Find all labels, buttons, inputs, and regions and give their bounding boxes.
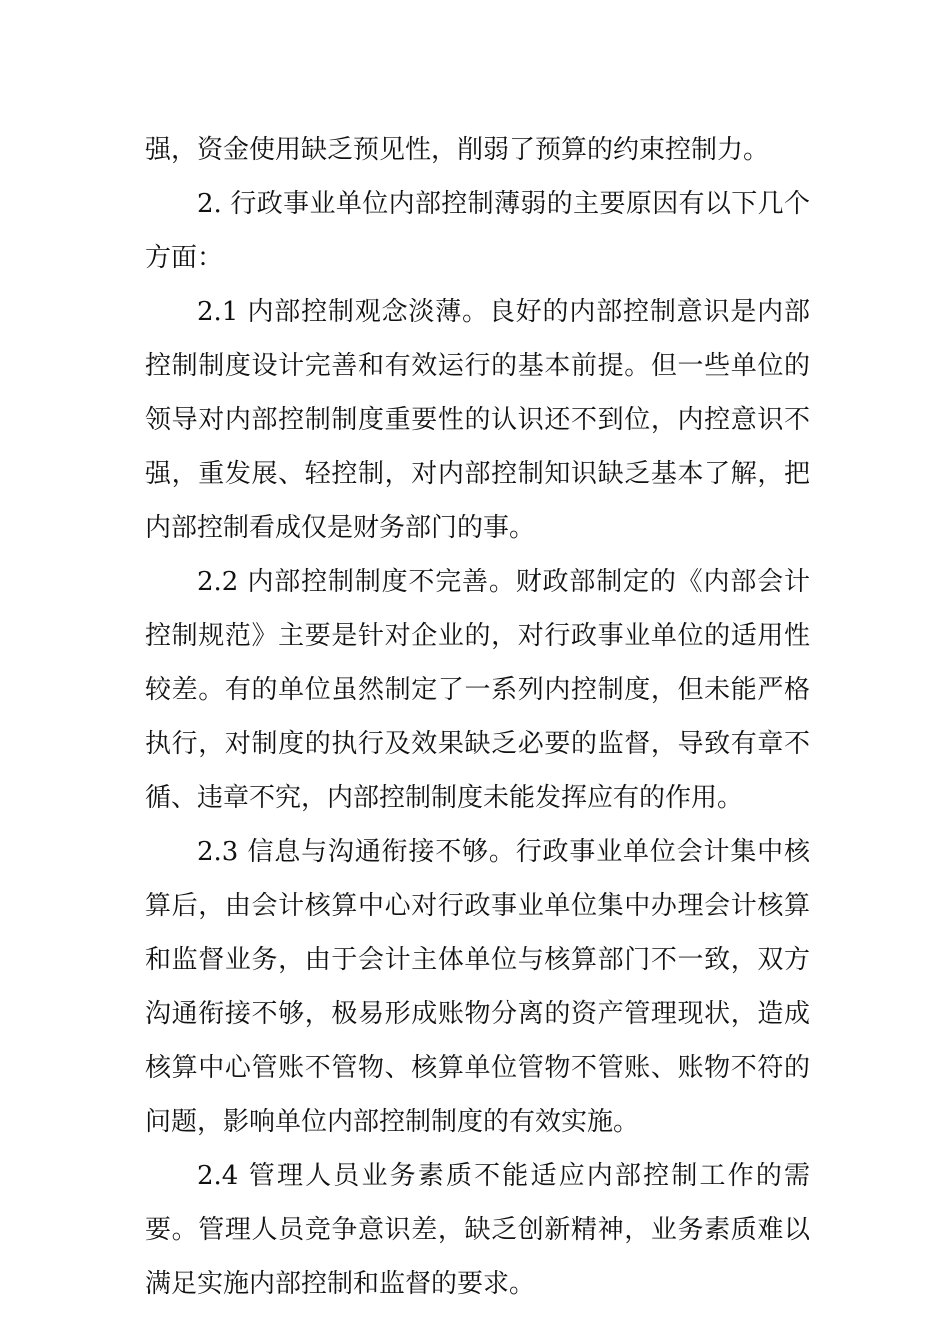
paragraph-section-2-3: 2.3 信息与沟通衔接不够。行政事业单位会计集中核算后，由会计核算中心对行政事业单位集中办理会计核算和监督业务，由于会计主体单位与核算部门不一致，双方沟通衔接不够，极易形成账物分离的资产管理现状，造成核算中心管账不管物、核算单位管物不管账、账物不符的问题，影响单位内部控制制度的有效实施。 [145,837,810,1137]
paragraph-section-2-heading: 2. 行政事业单位内部控制薄弱的主要原因有以下几个方面： [145,189,810,273]
paragraph-section-2-2: 2.2 内部控制制度不完善。财政部制定的《内部会计控制规范》主要是针对企业的，对行政事业单位的适用性较差。有的单位虽然制定了一系列内控制度，但未能严格执行，对制度的执行及效果缺乏必要的监督，导致有章不循、违章不究，内部控制制度未能发挥应有的作用。 [145,567,810,813]
paragraph-section-2-4: 2.4 管理人员业务素质不能适应内部控制工作的需要。管理人员竞争意识差，缺乏创新精神，业务素质难以满足实施内部控制和监督的要求。 [145,1161,810,1299]
paragraph-continuation: 强，资金使用缺乏预见性，削弱了预算的约束控制力。 [145,135,770,165]
paragraph-section-2-1: 2.1 内部控制观念淡薄。良好的内部控制意识是内部控制制度设计完善和有效运行的基本前提。但一些单位的领导对内部控制制度重要性的认识还不到位，内控意识不强，重发展、轻控制，对内部控制知识缺乏基本了解，把内部控制看成仅是财务部门的事。 [145,297,810,543]
document-body [145,123,810,1311]
